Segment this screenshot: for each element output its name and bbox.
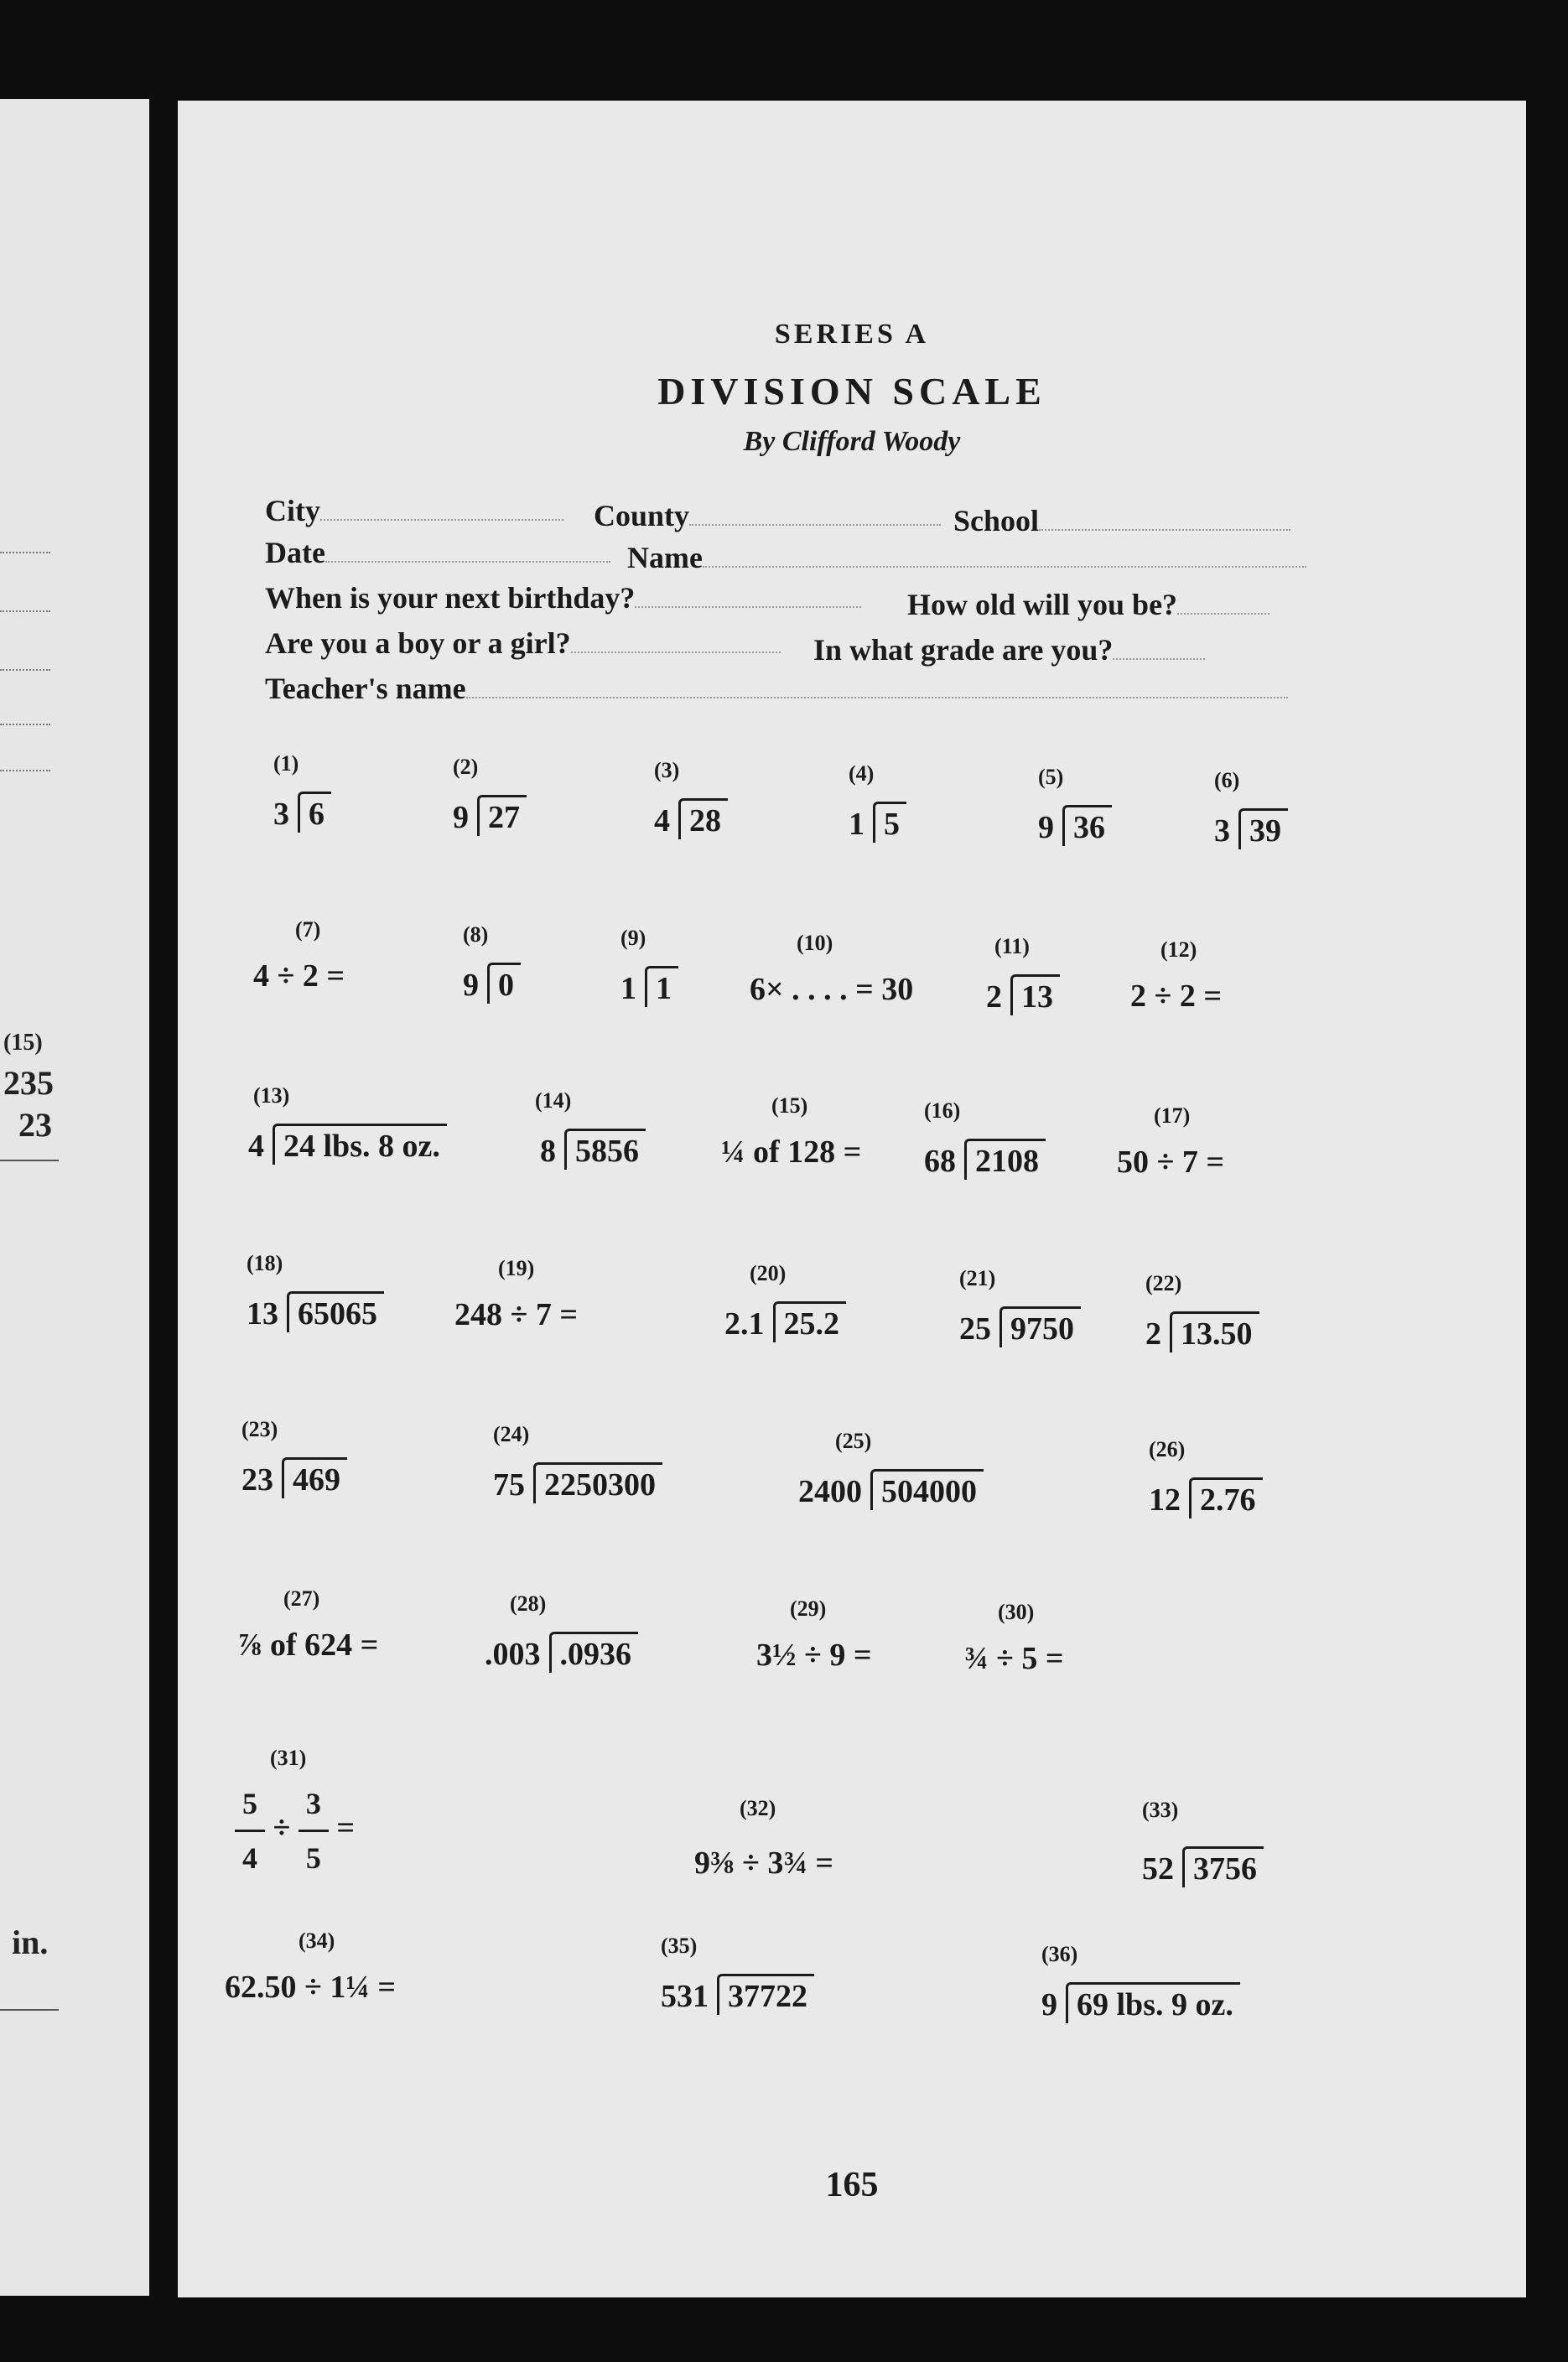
problem-29 [756, 1596, 872, 1674]
problem-2 [453, 755, 527, 836]
left-page-fragment [0, 99, 149, 2296]
dividend: 2250300 [533, 1462, 662, 1503]
author-line: By Clifford Woody [743, 426, 961, 457]
left-fragment-text: (15) [3, 1030, 43, 1056]
birthday-field [265, 580, 861, 615]
problem-8 [463, 922, 521, 1004]
problem-3 [654, 758, 728, 839]
name-field [627, 540, 1306, 575]
problem-number: (1) [273, 751, 299, 776]
problem-number: (23) [241, 1417, 278, 1441]
city-label: City [265, 494, 320, 527]
test-page [178, 101, 1526, 2297]
problem-18 [247, 1251, 384, 1332]
problem-25 [798, 1429, 984, 1510]
problem-expression: 50 ÷ 7 = [1117, 1145, 1225, 1180]
dividend: 65065 [287, 1291, 384, 1332]
dividend: 13.50 [1170, 1311, 1259, 1352]
left-dotted-line [0, 770, 50, 771]
problem-number: (25) [835, 1429, 872, 1453]
problem-number: (18) [247, 1251, 283, 1275]
boy-girl-label: Are you a boy or a girl? [265, 626, 571, 660]
problem-expression [849, 807, 906, 842]
divisor: 25 [959, 1311, 991, 1347]
problem-32 [694, 1796, 834, 1929]
problem-expression [798, 1474, 984, 1509]
dividend: 504000 [870, 1469, 984, 1510]
dividend: 5856 [564, 1129, 646, 1170]
divisor: 9 [1041, 1987, 1057, 2022]
divisor: 12 [1149, 1482, 1181, 1518]
left-dotted-line [0, 610, 50, 612]
teacher-field [265, 671, 1288, 706]
problem-number: (34) [299, 1929, 335, 1953]
problem-14 [535, 1088, 646, 1170]
left-fragment-text: 23 [18, 1106, 52, 1144]
dividend: 13 [1010, 974, 1060, 1015]
problem-expression [485, 1637, 638, 1672]
problem-expression [986, 979, 1060, 1015]
divisor: 9 [453, 800, 469, 835]
series-heading: SERIES A [774, 319, 930, 350]
age-line[interactable] [1177, 613, 1269, 615]
problem-expression: 2 ÷ 2 = [1130, 979, 1223, 1014]
problem-expression [241, 1462, 347, 1498]
divisor: .003 [485, 1637, 541, 1672]
boy-girl-field [265, 626, 781, 661]
problem-number: (31) [270, 1746, 307, 1770]
city-field [265, 493, 563, 528]
problem-22 [1145, 1271, 1259, 1352]
school-field [953, 503, 1290, 538]
dividend: 469 [282, 1457, 347, 1498]
problem-31 [235, 1746, 355, 1876]
problem-number: (28) [510, 1591, 547, 1616]
problem-expression [247, 1296, 384, 1332]
left-rule [0, 2009, 59, 2011]
problem-6 [1214, 768, 1288, 849]
fraction [235, 1786, 265, 1876]
dividend: 2.76 [1189, 1477, 1263, 1518]
divisor: 13 [247, 1296, 278, 1332]
problem-number: (2) [453, 755, 479, 779]
problem-expression [540, 1134, 646, 1169]
problem-expression: 6× . . . . = 30 [750, 972, 914, 1007]
problem-17 [1117, 1103, 1224, 1181]
problem-35 [661, 1934, 814, 2015]
fraction [299, 1786, 329, 1876]
dividend: 28 [678, 798, 728, 839]
problem-expression: 9⅜ ÷ 3¾ = [694, 1845, 834, 1881]
problem-number: (17) [1154, 1103, 1191, 1128]
problem-expression: 248 ÷ 7 = [454, 1297, 579, 1332]
teacher-label: Teacher's name [265, 672, 466, 705]
problem-24 [493, 1422, 662, 1503]
problem-number: (26) [1149, 1437, 1186, 1461]
problem-expression: ¾ ÷ 5 = [964, 1641, 1064, 1676]
problem-number: (20) [750, 1261, 787, 1285]
date-field [265, 535, 610, 570]
date-line[interactable] [325, 561, 610, 563]
divisor: 1 [849, 807, 864, 842]
age-field [907, 587, 1269, 622]
problem-number: (5) [1038, 765, 1064, 789]
problem-1 [273, 751, 331, 833]
problem-number: (16) [924, 1098, 961, 1123]
problem-expression [453, 800, 527, 835]
dividend: 27 [477, 795, 527, 836]
problem-number: (12) [1160, 937, 1197, 962]
dividend: 2108 [964, 1139, 1046, 1180]
problem-23 [241, 1417, 347, 1498]
county-line[interactable] [689, 524, 941, 526]
problem-number: (32) [740, 1796, 776, 1820]
problem-expression [248, 1129, 447, 1164]
divisor: 3 [1214, 813, 1230, 849]
divisor: 3 [273, 797, 289, 832]
divisor: 9 [1038, 810, 1054, 845]
dividend: 1 [645, 966, 678, 1007]
birthday-label: When is your next birthday? [265, 581, 636, 615]
numerator: 5 [242, 1787, 257, 1820]
problem-expression [463, 968, 521, 1003]
problem-expression [1142, 1851, 1264, 1887]
left-fragment-text: 235 [3, 1064, 54, 1102]
divisor: 4 [654, 803, 670, 838]
left-dotted-line [0, 552, 50, 553]
problem-number: (13) [253, 1083, 290, 1108]
problem-number: (33) [1142, 1798, 1179, 1822]
divisor: 9 [463, 968, 479, 1003]
problem-9 [620, 926, 678, 1007]
problem-number: (36) [1041, 1942, 1078, 1966]
problem-expression [724, 1306, 846, 1342]
dividend: 9750 [999, 1306, 1081, 1347]
problem-expression: ¼ of 128 = [721, 1134, 862, 1170]
problem-expression [1041, 1987, 1240, 2022]
grade-line[interactable] [1113, 658, 1205, 660]
numerator: 3 [305, 1787, 321, 1820]
denominator: 4 [242, 1841, 257, 1875]
dividend: .0936 [549, 1632, 639, 1673]
problem-33 [1142, 1798, 1264, 1934]
problem-expression [654, 803, 728, 838]
divisor: 1 [620, 971, 636, 1006]
problem-19 [454, 1256, 578, 1333]
boy-girl-line[interactable] [571, 651, 781, 653]
divisor: 2.1 [724, 1306, 765, 1342]
problem-number: (6) [1214, 768, 1240, 792]
dividend: 6 [298, 792, 331, 833]
problem-10 [750, 931, 913, 1008]
problem-expression: ⅞ of 624 = [238, 1627, 379, 1663]
problem-expression [924, 1144, 1046, 1179]
problem-number: (21) [959, 1266, 996, 1290]
problem-number: (24) [493, 1422, 530, 1446]
problem-15 [721, 1093, 861, 1171]
dividend: 24 lbs. 8 oz. [273, 1124, 447, 1165]
divisor: 52 [1142, 1851, 1174, 1887]
county-field [594, 498, 941, 533]
page-title: DIVISION SCALE [657, 370, 1046, 413]
problem-expression: $\frac{5}{4}$ ÷ $\frac{3}{5}$ = [235, 1810, 355, 1845]
problem-26 [1149, 1437, 1263, 1518]
problem-expression [959, 1311, 1081, 1347]
divisor: 75 [493, 1467, 525, 1503]
name-line[interactable] [703, 566, 1306, 568]
dividend: 69 lbs. 9 oz. [1066, 1982, 1240, 2023]
problem-number: (11) [994, 934, 1030, 958]
dividend: 3756 [1182, 1846, 1264, 1887]
dividend: 25.2 [773, 1301, 847, 1342]
problem-number: (7) [295, 917, 321, 942]
divisor: 23 [241, 1462, 273, 1498]
problem-number: (14) [535, 1088, 572, 1113]
problem-12 [1130, 937, 1222, 1015]
left-dotted-line [0, 724, 50, 725]
problem-expression [273, 797, 331, 832]
name-label: Name [627, 541, 703, 574]
school-label: School [953, 504, 1040, 537]
problem-expression: 62.50 ÷ 1¼ = [225, 1970, 397, 2005]
divisor: 8 [540, 1134, 556, 1169]
dividend: 36 [1062, 805, 1112, 846]
problem-number: (9) [620, 926, 646, 950]
dividend: 5 [873, 802, 906, 843]
teacher-line[interactable] [466, 697, 1288, 698]
divisor: 2 [1145, 1316, 1161, 1352]
left-fragment-text: in. [12, 1923, 49, 1961]
left-rule [0, 1160, 59, 1161]
grade-field [813, 632, 1205, 667]
problem-number: (4) [849, 761, 875, 786]
dividend: 37722 [717, 1974, 814, 2015]
school-line[interactable] [1039, 529, 1290, 531]
divisor: 2400 [798, 1474, 862, 1509]
denominator: 5 [305, 1841, 321, 1875]
problem-21 [959, 1266, 1081, 1347]
problem-number: (19) [498, 1256, 535, 1280]
problem-20 [724, 1261, 846, 1342]
problem-expression [1149, 1482, 1263, 1518]
county-label: County [594, 499, 690, 532]
problem-number: (29) [790, 1596, 827, 1621]
date-label: Date [265, 536, 325, 569]
problem-36 [1041, 1942, 1240, 2023]
grade-label: In what grade are you? [813, 633, 1114, 667]
problem-number: (3) [654, 758, 680, 782]
problem-7 [253, 917, 345, 994]
dividend: 39 [1238, 808, 1288, 849]
divisor: 531 [661, 1979, 709, 2014]
divisor: 68 [924, 1144, 956, 1179]
problem-number: (15) [771, 1093, 808, 1118]
problem-number: (22) [1145, 1271, 1182, 1295]
problem-number: (35) [661, 1934, 698, 1958]
problem-expression [1038, 810, 1112, 845]
problem-number: (8) [463, 922, 489, 947]
page-number: 165 [825, 2166, 879, 2204]
problem-16 [924, 1098, 1046, 1180]
dividend: 0 [487, 963, 521, 1004]
divisor: 2 [986, 979, 1002, 1015]
birthday-line[interactable] [635, 606, 861, 608]
problem-5 [1038, 765, 1112, 846]
problem-number: (30) [998, 1600, 1035, 1624]
problem-expression [1214, 813, 1288, 849]
problem-11 [986, 934, 1060, 1015]
problem-expression [620, 971, 678, 1006]
problem-expression: 4 ÷ 2 = [253, 958, 345, 994]
problem-34 [225, 1929, 396, 2006]
problem-expression: 3½ ÷ 9 = [756, 1638, 872, 1673]
problem-expression [1145, 1316, 1259, 1352]
problem-27 [238, 1586, 378, 1664]
problem-30 [964, 1600, 1064, 1677]
problem-expression [661, 1979, 814, 2014]
age-label: How old will you be? [907, 588, 1178, 621]
problem-number: (27) [283, 1586, 320, 1611]
left-dotted-line [0, 669, 50, 671]
divisor: 4 [248, 1129, 264, 1164]
problem-expression [493, 1467, 662, 1503]
problem-number: (10) [797, 931, 833, 955]
problem-4 [849, 761, 906, 843]
problem-13 [248, 1083, 447, 1165]
problem-28 [485, 1591, 638, 1673]
city-line[interactable] [320, 519, 563, 521]
